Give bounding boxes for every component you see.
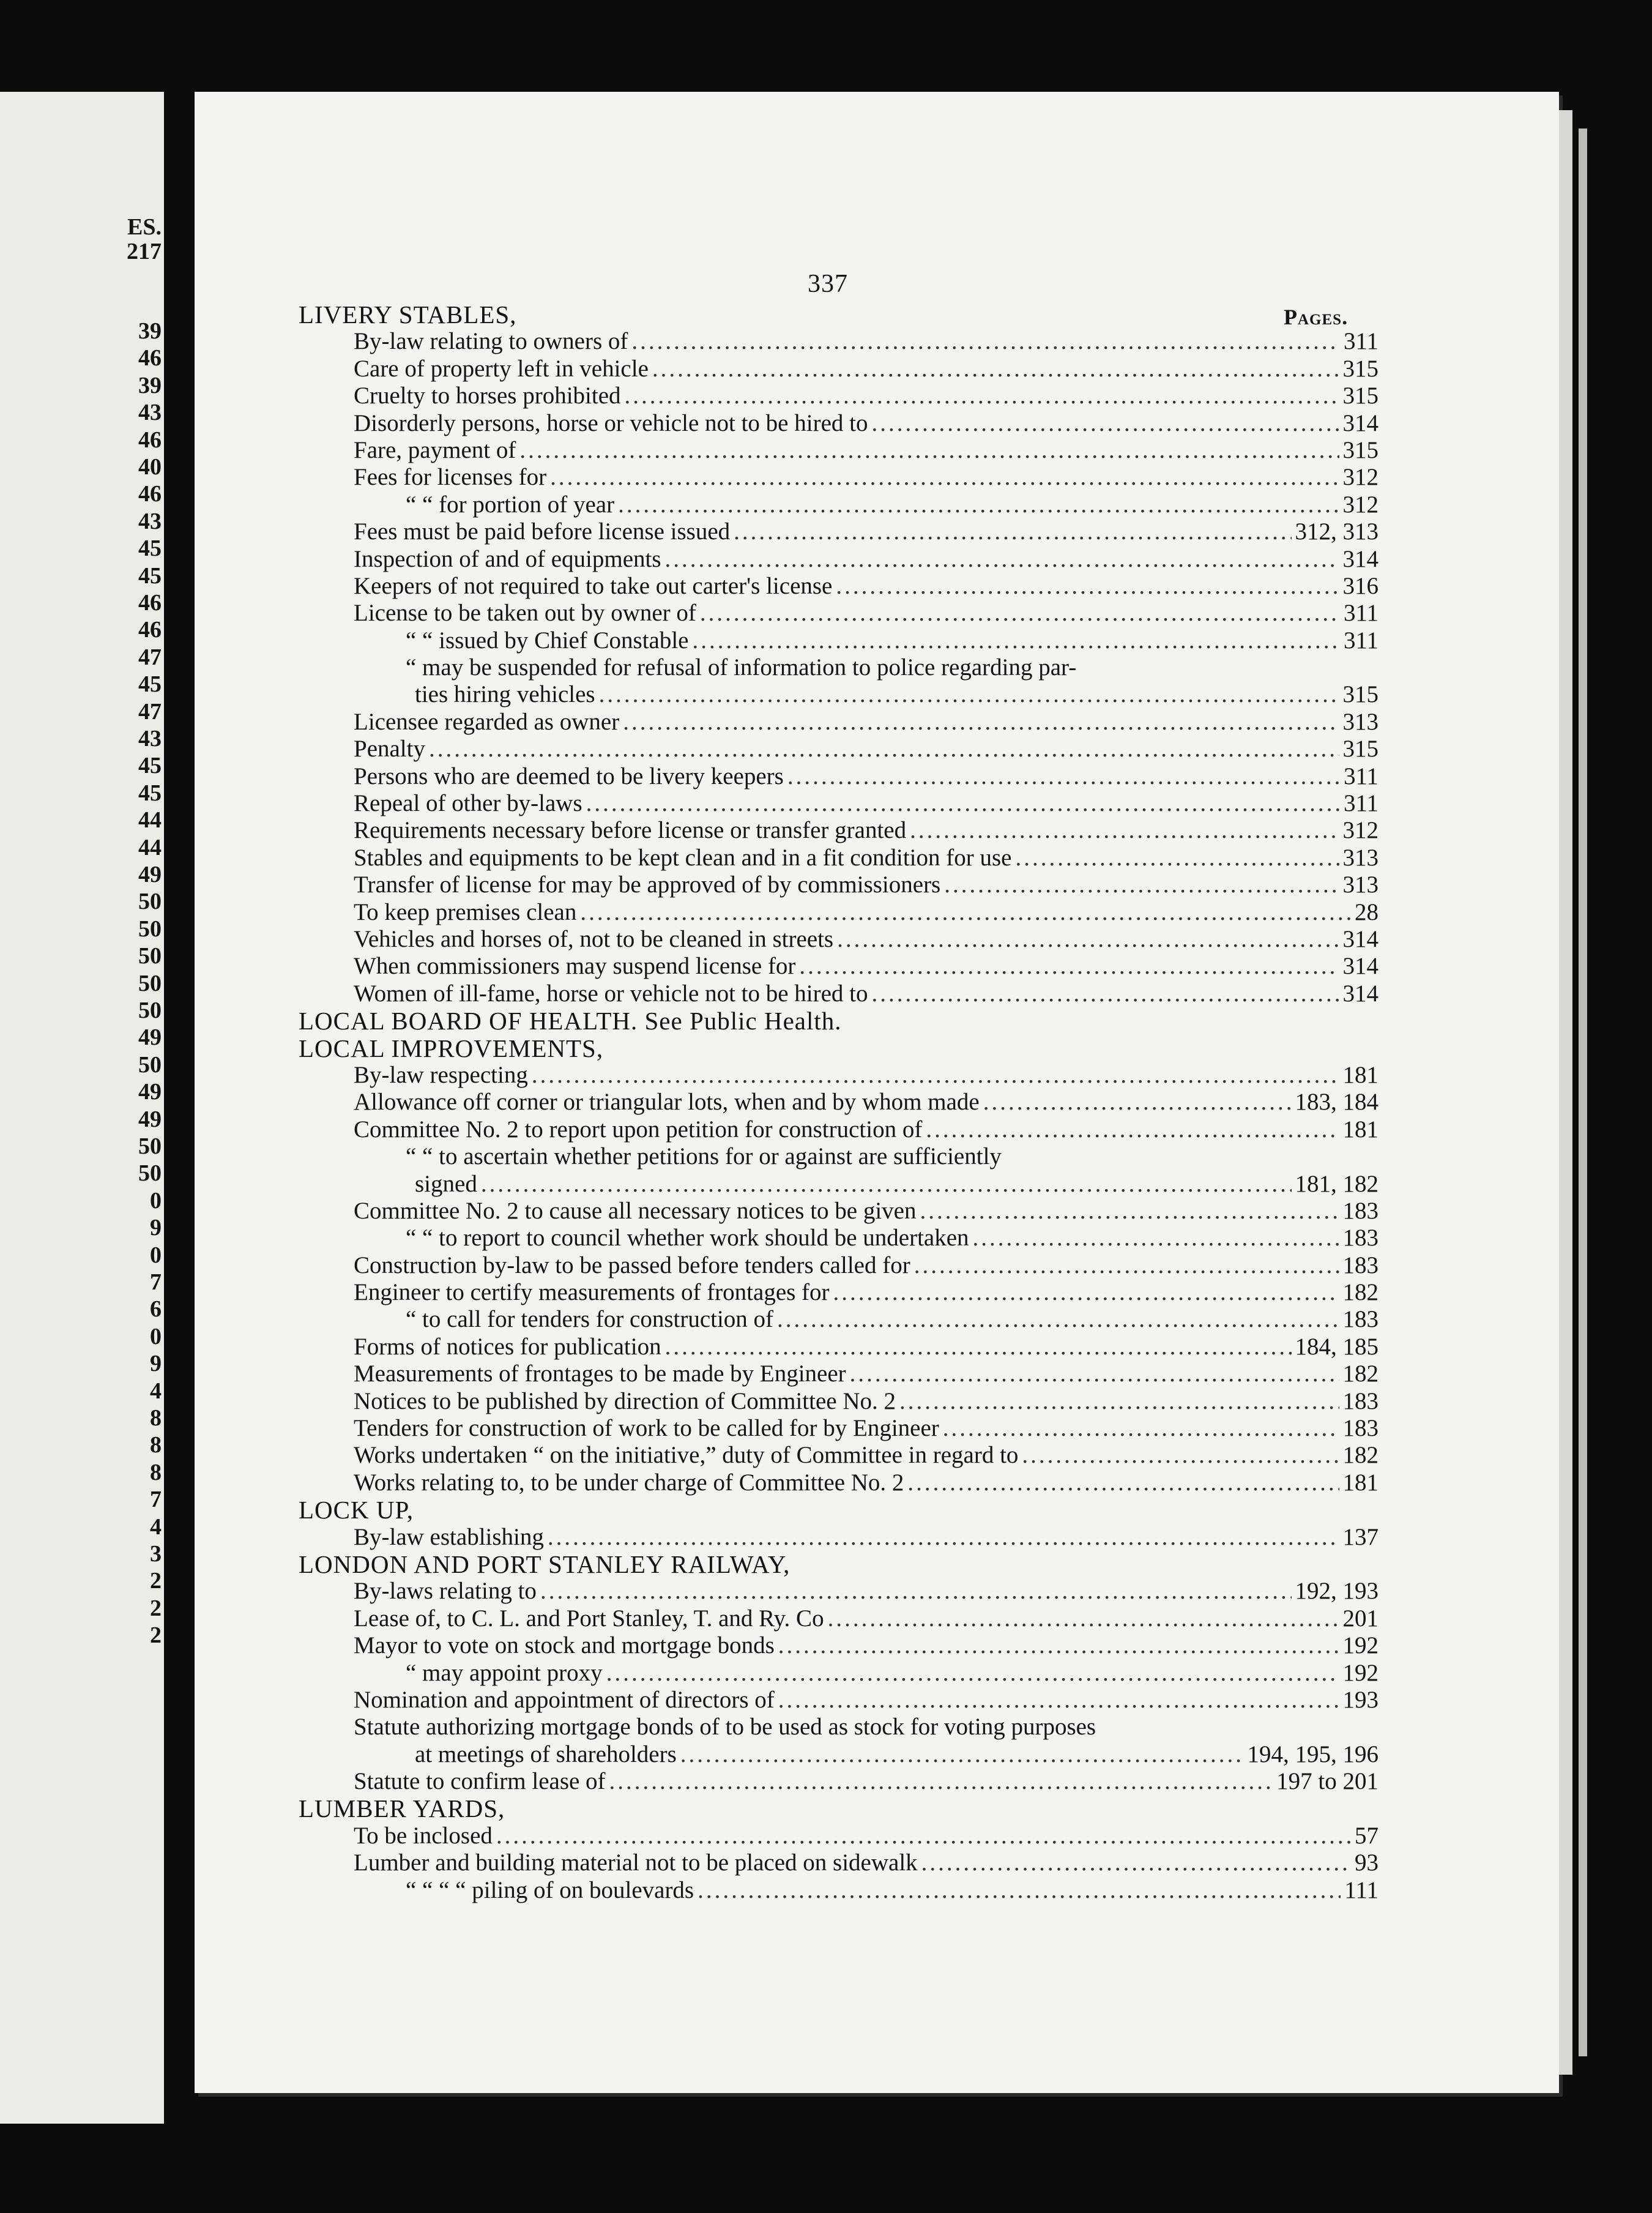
index-entry <box>299 1415 1379 1442</box>
entry-pages: 313 <box>1342 708 1379 735</box>
index-heading <box>299 301 1379 328</box>
dot-leader <box>665 1334 1292 1360</box>
dot-leader <box>609 1768 1273 1795</box>
index-entry <box>299 709 1379 736</box>
entry-pages: 311 <box>1343 600 1379 627</box>
dot-leader <box>871 410 1339 437</box>
index-entry <box>299 1252 1379 1279</box>
page-edge-shadow <box>1579 129 1587 2056</box>
index-heading <box>299 1551 1379 1578</box>
facing-page-number: 7 <box>150 1487 162 1513</box>
entry-pages: 181 <box>1342 1116 1379 1143</box>
entry-text: Fees for licenses for <box>354 464 547 491</box>
facing-page-number: 47 <box>138 698 162 725</box>
entry-pages: 182 <box>1342 1442 1379 1469</box>
dot-leader <box>850 1360 1339 1387</box>
index-entry <box>299 1198 1379 1225</box>
facing-page-number: 49 <box>138 1106 162 1132</box>
index-entry <box>299 1279 1379 1306</box>
index-heading <box>299 1795 1379 1822</box>
entry-text: Licensee regarded as owner <box>354 708 620 735</box>
entry-pages: 315 <box>1342 383 1379 409</box>
index-entry <box>299 1741 1379 1768</box>
facing-page-number: 49 <box>138 1024 162 1051</box>
entry-text: LONDON AND PORT STANLEY RAILWAY, <box>299 1550 791 1578</box>
entry-text: When commissioners may suspend license for <box>354 953 796 980</box>
index-entry <box>299 1687 1379 1714</box>
dot-leader <box>910 817 1339 844</box>
index-entry <box>299 1823 1379 1849</box>
dot-leader <box>481 1171 1292 1198</box>
facing-page-number: 45 <box>138 536 162 562</box>
dot-leader <box>943 1415 1339 1442</box>
dot-leader <box>778 1632 1339 1659</box>
index-entry <box>299 1171 1379 1198</box>
entry-pages: 314 <box>1342 545 1379 572</box>
entry-pages: 315 <box>1342 736 1379 763</box>
entry-pages: 312, 313 <box>1295 518 1379 545</box>
entry-pages: 183 <box>1342 1197 1379 1224</box>
entry-text: Transfer of license for may be approved of by commissioners <box>354 871 941 898</box>
dot-leader <box>631 328 1340 355</box>
facing-page-number: 8 <box>150 1432 162 1458</box>
entry-text: LOCAL IMPROVEMENTS, <box>299 1034 604 1062</box>
entry-text: Women of ill-fame, horse or vehicle not to be hired to <box>354 980 868 1007</box>
facing-page-number: 2 <box>150 1568 162 1594</box>
entry-text: Nomination and appointment of directors of <box>354 1686 775 1713</box>
entry-text: Cruelty to horses prohibited <box>354 383 621 409</box>
index-entry <box>299 627 1379 654</box>
facing-page-number: 9 <box>150 1215 162 1241</box>
dot-leader <box>623 709 1339 736</box>
index-heading <box>299 1007 1379 1034</box>
entry-pages: 311 <box>1343 790 1379 817</box>
dot-leader <box>1022 1442 1339 1469</box>
page-edge <box>1559 110 1572 2075</box>
index-entry <box>299 573 1379 600</box>
dot-leader <box>944 871 1339 898</box>
dot-leader <box>700 600 1340 627</box>
index-entry <box>299 1660 1379 1687</box>
dot-leader <box>799 953 1339 980</box>
facing-page-number: 49 <box>138 862 162 887</box>
entry-text: Works relating to, to be under charge of Committee No. 2 <box>354 1469 904 1496</box>
index-entry <box>299 899 1379 926</box>
dot-leader <box>693 627 1340 654</box>
entry-text: By-laws relating to <box>354 1578 537 1605</box>
entry-pages: 312 <box>1342 464 1379 491</box>
dot-leader <box>836 573 1339 600</box>
dot-leader <box>777 1306 1339 1333</box>
entry-text: Committee No. 2 to cause all necessary notices to be given <box>354 1197 917 1224</box>
entry-pages: 315 <box>1342 436 1379 463</box>
entry-text: Penalty <box>354 736 425 763</box>
dot-leader <box>652 356 1339 383</box>
entry-pages: 111 <box>1344 1876 1379 1903</box>
facing-page-number: 9 <box>150 1351 162 1377</box>
facing-page-fragment <box>0 92 164 2124</box>
index-entry <box>299 871 1379 898</box>
facing-page-number: 3 <box>150 1541 162 1567</box>
dot-leader <box>532 1062 1339 1089</box>
index-entry <box>299 1578 1379 1605</box>
facing-page-number: 45 <box>138 780 162 806</box>
facing-page-number: 50 <box>138 889 162 915</box>
entry-text: Committee No. 2 to report upon petition for construction of <box>354 1116 923 1143</box>
index-entry <box>299 356 1379 383</box>
index-entry <box>299 1469 1379 1496</box>
entry-pages: 314 <box>1342 409 1379 436</box>
entry-text: Disorderly persons, horse or vehicle not to be hired to <box>354 409 868 436</box>
dot-leader <box>828 1605 1339 1632</box>
entry-text: Measurements of frontages to be made by Engineer <box>354 1360 846 1387</box>
entry-text: Notices to be published by direction of Committee No. 2 <box>354 1387 896 1414</box>
index-entry <box>299 1388 1379 1415</box>
dot-leader <box>920 1198 1339 1225</box>
entry-text: Stables and equipments to be kept clean and in a fit condition for use <box>354 844 1012 871</box>
index-entry <box>299 763 1379 790</box>
index-entry <box>299 953 1379 980</box>
entry-text: ties hiring vehicles <box>415 681 595 708</box>
index-entry <box>299 1442 1379 1469</box>
index-entry <box>299 817 1379 844</box>
facing-page-number: 45 <box>138 671 162 698</box>
index-entry <box>299 1768 1379 1795</box>
facing-page-number: 8 <box>150 1405 162 1431</box>
dot-leader <box>872 980 1339 1007</box>
dot-leader <box>778 1687 1339 1714</box>
entry-text: Lumber and building material not to be placed on sidewalk <box>354 1849 918 1876</box>
entry-text: Fare, payment of <box>354 436 516 463</box>
facing-page-number: 0 <box>150 1323 162 1349</box>
entry-text: Allowance off corner or triangular lots, when and by whom made <box>354 1089 980 1116</box>
facing-page-number: ES. <box>127 214 162 240</box>
facing-page-number: 39 <box>138 318 162 344</box>
dot-leader <box>914 1252 1339 1279</box>
entry-text: Inspection of and of equipments <box>354 545 661 572</box>
facing-page-number: 2 <box>150 1595 162 1621</box>
entry-pages: 311 <box>1343 328 1379 355</box>
facing-page-number: 44 <box>138 807 162 834</box>
index-entry <box>299 410 1379 437</box>
index-entry <box>299 383 1379 409</box>
facing-page-number: 43 <box>138 726 162 752</box>
facing-page-number: 2 <box>150 1622 162 1649</box>
entry-text: “ “ to report to council whether work should be undertaken <box>406 1225 969 1252</box>
facing-page-number: 47 <box>138 644 162 670</box>
entry-pages: 183 <box>1342 1415 1379 1442</box>
entry-pages: 57 <box>1355 1822 1379 1849</box>
facing-page-number: 217 <box>127 239 162 264</box>
dot-leader <box>550 464 1339 491</box>
dot-leader <box>496 1823 1351 1849</box>
index-entry <box>299 654 1379 681</box>
entry-pages: 312 <box>1342 817 1379 844</box>
entry-pages: 183 <box>1342 1387 1379 1414</box>
dot-leader <box>926 1116 1339 1143</box>
entry-text: Engineer to certify measurements of frontages for <box>354 1279 830 1306</box>
entry-pages: 197 to 201 <box>1276 1768 1379 1795</box>
facing-page-number: 49 <box>138 1079 162 1105</box>
dot-leader <box>833 1279 1339 1306</box>
index-entry <box>299 546 1379 573</box>
entry-text: Requirements necessary before license or transfer granted <box>354 817 907 844</box>
entry-text: Statute authorizing mortgage bonds of to be used as stock for voting purposes <box>354 1714 1096 1741</box>
facing-page-number: 50 <box>138 1051 162 1078</box>
entry-text: at meetings of shareholders <box>415 1741 677 1767</box>
facing-page-number: 44 <box>138 834 162 860</box>
entry-text: By-law respecting <box>354 1061 528 1088</box>
entry-pages: 314 <box>1342 953 1379 980</box>
entry-pages: 192 <box>1342 1632 1379 1659</box>
facing-page-number: 46 <box>138 345 162 371</box>
index-entry <box>299 845 1379 871</box>
dot-leader <box>618 491 1339 518</box>
dot-leader <box>787 763 1340 790</box>
entry-pages: 183 <box>1342 1252 1379 1278</box>
entry-pages: 313 <box>1342 844 1379 871</box>
entry-pages: 181 <box>1342 1061 1379 1088</box>
index-entry <box>299 681 1379 708</box>
facing-page-number: 46 <box>138 617 162 643</box>
index-entry <box>299 1360 1379 1387</box>
entry-text: To be inclosed <box>354 1822 493 1849</box>
facing-page-number: 50 <box>138 1160 162 1187</box>
index-heading <box>299 1035 1379 1062</box>
facing-page-number: 50 <box>138 916 162 942</box>
index-entry <box>299 736 1379 763</box>
entry-pages: 183 <box>1342 1306 1379 1333</box>
index-entry <box>299 1116 1379 1143</box>
facing-page-number: 0 <box>150 1242 162 1268</box>
facing-page-number: 45 <box>138 562 162 589</box>
index-entry <box>299 790 1379 817</box>
index-entry <box>299 437 1379 464</box>
entry-text: Persons who are deemed to be livery keepers <box>354 763 784 789</box>
entry-pages: 315 <box>1342 681 1379 708</box>
entry-pages: 316 <box>1342 572 1379 599</box>
entry-pages: 313 <box>1342 871 1379 898</box>
entry-text: Works undertaken “ on the initiative,” duty of Committee in regard to <box>354 1442 1019 1469</box>
entry-text: Care of property left in vehicle <box>354 355 649 382</box>
entry-pages: 181 <box>1342 1469 1379 1496</box>
index-entries <box>299 301 1379 1904</box>
entry-text: Repeal of other by-laws <box>354 790 582 817</box>
entry-pages: 311 <box>1343 627 1379 654</box>
dot-leader <box>625 383 1339 409</box>
facing-page-number: 50 <box>138 970 162 996</box>
index-entry <box>299 1334 1379 1360</box>
dot-leader <box>973 1225 1339 1252</box>
facing-page-number: 8 <box>150 1459 162 1485</box>
entry-text: Forms of notices for publication <box>354 1333 661 1360</box>
entry-text: “ to call for tenders for construction of <box>406 1306 774 1333</box>
index-entry <box>299 1849 1379 1876</box>
dot-leader <box>548 1524 1339 1551</box>
facing-page-number: 4 <box>150 1378 162 1404</box>
dot-leader <box>606 1660 1339 1687</box>
dot-leader <box>983 1089 1292 1116</box>
entry-text: By-law establishing <box>354 1523 544 1550</box>
dot-leader <box>519 437 1339 464</box>
dot-leader <box>899 1388 1339 1415</box>
index-entry <box>299 1062 1379 1089</box>
facing-page-number: 45 <box>138 753 162 779</box>
entry-text: License to be taken out by owner of <box>354 600 696 627</box>
index-entry <box>299 1877 1379 1904</box>
index-entry <box>299 1089 1379 1116</box>
entry-text: Fees must be paid before license issued <box>354 518 731 545</box>
entry-pages: 184, 185 <box>1295 1333 1379 1360</box>
facing-page-number: 46 <box>138 427 162 453</box>
dot-leader <box>734 518 1291 545</box>
dot-leader <box>837 926 1339 953</box>
dot-leader <box>665 546 1339 573</box>
entry-text: “ “ issued by Chief Constable <box>406 627 689 654</box>
index-entry <box>299 1524 1379 1551</box>
entry-text: By-law relating to owners of <box>354 328 628 355</box>
facing-page-number: 6 <box>150 1296 162 1323</box>
facing-page-number: 43 <box>138 508 162 534</box>
entry-pages: 201 <box>1342 1605 1379 1632</box>
entry-text: “ “ for portion of year <box>406 491 615 518</box>
index-entry <box>299 600 1379 627</box>
dot-leader <box>1015 845 1339 871</box>
dot-leader <box>921 1849 1351 1876</box>
entry-pages: 181, 182 <box>1295 1170 1379 1197</box>
dot-leader <box>599 681 1339 708</box>
entry-text: Lease of, to C. L. and Port Stanley, T. and Ry. Co <box>354 1605 824 1632</box>
page-number: 337 <box>808 270 848 298</box>
entry-text: LOCAL BOARD OF HEALTH. See Public Health. <box>299 1007 842 1036</box>
index-entry <box>299 464 1379 491</box>
entry-text: Keepers of not required to take out carter's license <box>354 572 833 599</box>
facing-page-number: 0 <box>150 1187 162 1214</box>
entry-text: To keep premises clean <box>354 898 577 925</box>
entry-pages: 314 <box>1342 925 1379 952</box>
facing-page-number: 4 <box>150 1513 162 1540</box>
entry-pages: 315 <box>1342 355 1379 382</box>
entry-text: Vehicles and horses of, not to be cleaned in streets <box>354 925 834 952</box>
dot-leader <box>907 1469 1339 1496</box>
facing-page-number: 39 <box>138 372 162 398</box>
entry-text: LUMBER YARDS, <box>299 1794 505 1823</box>
entry-text: “ “ to ascertain whether petitions for or against are sufficiently <box>406 1143 1002 1170</box>
index-entry <box>299 926 1379 953</box>
entry-text: Statute to confirm lease of <box>354 1768 606 1795</box>
facing-page-number: 46 <box>138 590 162 616</box>
index-entry <box>299 1225 1379 1252</box>
entry-pages: 93 <box>1355 1849 1379 1876</box>
entry-text: “ may be suspended for refusal of information to police regarding par- <box>406 654 1077 681</box>
entry-text: LOCK UP, <box>299 1496 414 1524</box>
index-entry <box>299 491 1379 518</box>
entry-pages: 182 <box>1342 1279 1379 1306</box>
dot-leader <box>540 1578 1292 1605</box>
entry-text: LIVERY STABLES, <box>299 300 517 329</box>
entry-text: Mayor to vote on stock and mortgage bonds <box>354 1632 775 1659</box>
entry-text: “ may appoint proxy <box>406 1659 603 1686</box>
dot-leader <box>680 1741 1244 1768</box>
index-entry <box>299 328 1379 355</box>
facing-page-number: 50 <box>138 1133 162 1159</box>
entry-pages: 193 <box>1342 1686 1379 1713</box>
facing-page-number: 50 <box>138 943 162 969</box>
facing-page-number: 46 <box>138 481 162 507</box>
entry-pages: 183 <box>1342 1225 1379 1252</box>
entry-text: signed <box>415 1170 477 1197</box>
index-entry <box>299 1143 1379 1170</box>
entry-pages: 311 <box>1343 763 1379 789</box>
dot-leader <box>586 790 1340 817</box>
dot-leader <box>580 899 1351 926</box>
index-entry <box>299 980 1379 1007</box>
entry-pages: 312 <box>1342 491 1379 518</box>
entry-pages: 28 <box>1355 898 1379 925</box>
entry-pages: 183, 184 <box>1295 1089 1379 1116</box>
facing-page-number: 40 <box>138 454 162 480</box>
facing-page-number: 7 <box>150 1269 162 1295</box>
index-entry <box>299 1714 1379 1741</box>
entry-pages: 194, 195, 196 <box>1247 1741 1379 1767</box>
dot-leader <box>698 1877 1341 1904</box>
index-entry <box>299 1605 1379 1632</box>
entry-text: Construction by-law to be passed before tenders called for <box>354 1252 910 1278</box>
entry-pages: 192 <box>1342 1659 1379 1686</box>
entry-pages: 314 <box>1342 980 1379 1007</box>
entry-pages: 137 <box>1342 1523 1379 1550</box>
index-heading <box>299 1496 1379 1523</box>
entry-pages: 182 <box>1342 1360 1379 1387</box>
entry-text: Tenders for construction of work to be called for by Engineer <box>354 1415 939 1442</box>
dot-leader <box>429 736 1339 763</box>
entry-text: “ “ “ “ piling of on boulevards <box>406 1876 694 1903</box>
entry-pages: 192, 193 <box>1295 1578 1379 1605</box>
pages-column-heading: Pages. <box>1284 305 1349 329</box>
facing-page-number: 50 <box>138 998 162 1023</box>
index-entry <box>299 1306 1379 1333</box>
index-entry <box>299 1632 1379 1659</box>
index-entry <box>299 518 1379 545</box>
facing-page-number: 43 <box>138 400 162 426</box>
